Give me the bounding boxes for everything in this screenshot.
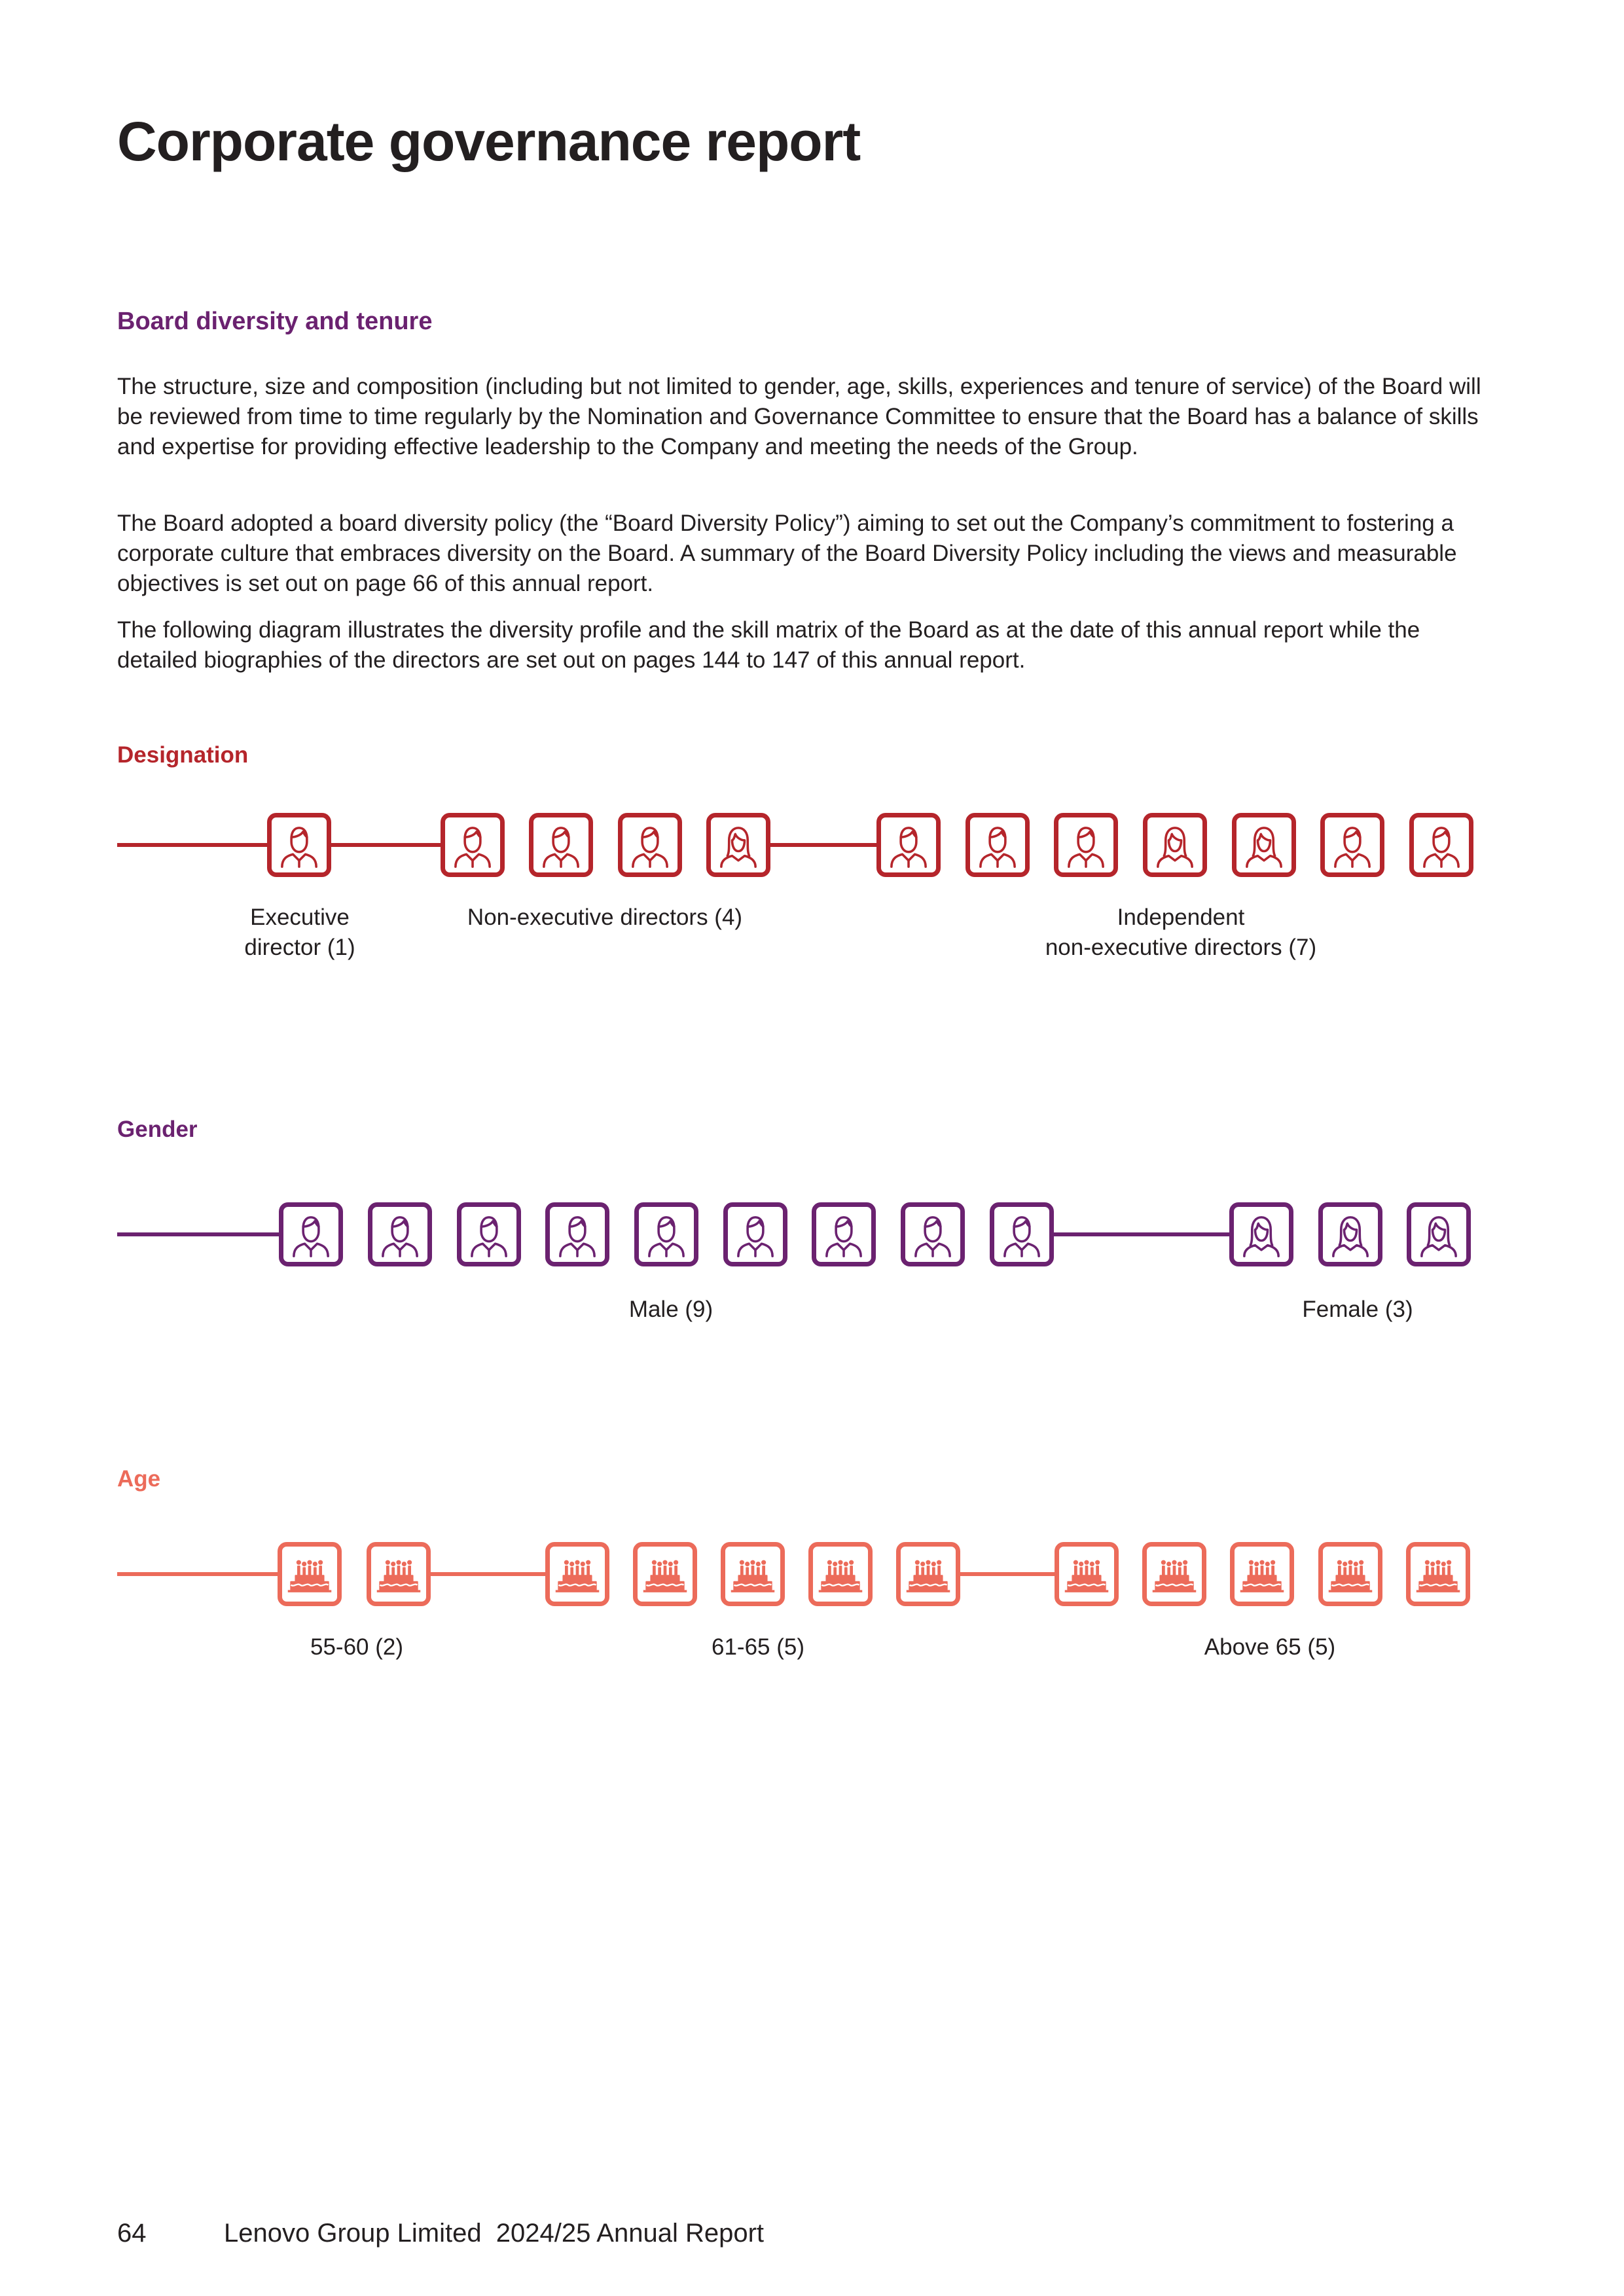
body-paragraph: The following diagram illustrates the diversity profile and the skill matrix of the Board as at the date of this annual report while the detailed biographies of the directors are set out on pages 144 to 147 of this annual report.	[117, 617, 1420, 673]
male-director-icon	[997, 1210, 1047, 1259]
male-director-icon	[375, 1210, 425, 1259]
footer	[117, 2219, 764, 2248]
connector-line	[1054, 1232, 1229, 1236]
designation-director-tile	[1320, 813, 1384, 877]
age-group-tile	[367, 1542, 431, 1606]
designation-director-tile	[706, 813, 770, 877]
connector-line	[117, 1232, 279, 1236]
designation-director-tile	[441, 813, 505, 877]
birthday-cake-icon	[1062, 1549, 1111, 1599]
gender-label-female: Female (3)	[1302, 1297, 1413, 1322]
male-director-icon	[1416, 820, 1466, 870]
gender-male-tile	[901, 1202, 965, 1266]
age-group-tile	[545, 1542, 609, 1606]
designation-director-tile	[529, 813, 593, 877]
page-title: Corporate governance report	[117, 111, 861, 172]
designation-label-non-executive: Non-executive directors (4)	[467, 905, 743, 930]
connector-line	[117, 1572, 278, 1576]
age-heading: Age	[117, 1466, 161, 1492]
designation-director-tile	[1409, 813, 1473, 877]
birthday-cake-icon	[816, 1549, 865, 1599]
male-director-icon	[536, 820, 586, 870]
gender-male-tile	[723, 1202, 787, 1266]
footer-publication: Lenovo Group Limited 2024/25 Annual Report	[224, 2219, 765, 2248]
designation-director-tile	[965, 813, 1030, 877]
male-director-icon	[1061, 820, 1111, 870]
designation-heading: Designation	[117, 742, 249, 768]
designation-director-tile	[1054, 813, 1118, 877]
designation-director-tile	[267, 813, 331, 877]
age-group-tile	[1055, 1542, 1119, 1606]
gender-female-tile	[1229, 1202, 1293, 1266]
gender-male-tile	[634, 1202, 698, 1266]
age-label-55-60: 55-60 (2)	[310, 1634, 404, 1660]
male-director-icon	[464, 1210, 514, 1259]
designation-director-tile	[1232, 813, 1296, 877]
body-paragraph: The Board adopted a board diversity policy (the “Board Diversity Policy”) aiming to set out the Company’s commitment to fostering a corporate culture that embraces diversity on the Board. A summary of the Board Diversity Policy including the views and measurable objectives is set out on page 66 of this annual report.	[117, 511, 1457, 596]
birthday-cake-icon	[552, 1549, 602, 1599]
male-director-icon	[625, 820, 675, 870]
gender-female-tile	[1318, 1202, 1382, 1266]
gender-female-tile	[1407, 1202, 1471, 1266]
gender-male-tile	[990, 1202, 1054, 1266]
female-director-icon	[1326, 1210, 1375, 1259]
designation-label-executive: Executive director (1)	[244, 905, 355, 960]
connector-line	[431, 1572, 545, 1576]
birthday-cake-icon	[285, 1549, 334, 1599]
gender-male-tile	[368, 1202, 432, 1266]
birthday-cake-icon	[1326, 1549, 1375, 1599]
male-director-icon	[552, 1210, 602, 1259]
designation-director-tile	[1143, 813, 1207, 877]
birthday-cake-icon	[1237, 1549, 1287, 1599]
age-label-61-65: 61-65 (5)	[711, 1634, 805, 1660]
gender-male-tile	[279, 1202, 343, 1266]
birthday-cake-icon	[1413, 1549, 1463, 1599]
male-director-icon	[884, 820, 933, 870]
age-group-tile	[896, 1542, 960, 1606]
female-director-icon	[1239, 820, 1289, 870]
female-director-icon	[713, 820, 763, 870]
section-heading: Board diversity and tenure	[117, 308, 433, 335]
connector-line	[331, 843, 441, 847]
birthday-cake-icon	[728, 1549, 778, 1599]
designation-label-independent: Independent non-executive directors (7)	[1045, 905, 1317, 960]
birthday-cake-icon	[1149, 1549, 1199, 1599]
birthday-cake-icon	[640, 1549, 690, 1599]
birthday-cake-icon	[903, 1549, 953, 1599]
connector-line	[117, 843, 267, 847]
female-director-icon	[1150, 820, 1200, 870]
age-group-tile	[808, 1542, 873, 1606]
male-director-icon	[731, 1210, 780, 1259]
footer-page-number: 64	[117, 2219, 147, 2248]
designation-director-tile	[618, 813, 682, 877]
male-director-icon	[1327, 820, 1377, 870]
connector-line	[770, 843, 876, 847]
gender-male-tile	[812, 1202, 876, 1266]
female-director-icon	[1236, 1210, 1286, 1259]
gender-label-male: Male (9)	[628, 1297, 713, 1322]
connector-line	[960, 1572, 1055, 1576]
age-group-tile	[721, 1542, 785, 1606]
age-group-tile	[278, 1542, 342, 1606]
body-paragraph: The structure, size and composition (including but not limited to gender, age, skills, experiences and tenure of service) of the Board will be reviewed from time to time regularly by the Nomination and Governance Committee to ensure that the Board has a balance of skills and expertise for providing effective leadership to the Company and meeting the needs of the Group.	[117, 374, 1481, 459]
female-director-icon	[1414, 1210, 1464, 1259]
male-director-icon	[286, 1210, 336, 1259]
age-group-tile	[1142, 1542, 1206, 1606]
male-director-icon	[641, 1210, 691, 1259]
age-group-tile	[1318, 1542, 1382, 1606]
age-label-above-65: Above 65 (5)	[1204, 1634, 1336, 1660]
male-director-icon	[819, 1210, 869, 1259]
male-director-icon	[908, 1210, 958, 1259]
male-director-icon	[274, 820, 324, 870]
gender-male-tile	[457, 1202, 521, 1266]
male-director-icon	[448, 820, 497, 870]
male-director-icon	[973, 820, 1022, 870]
designation-director-tile	[876, 813, 941, 877]
birthday-cake-icon	[374, 1549, 424, 1599]
age-group-tile	[1230, 1542, 1294, 1606]
gender-heading: Gender	[117, 1117, 198, 1142]
age-group-tile	[1406, 1542, 1470, 1606]
age-group-tile	[633, 1542, 697, 1606]
gender-male-tile	[545, 1202, 609, 1266]
